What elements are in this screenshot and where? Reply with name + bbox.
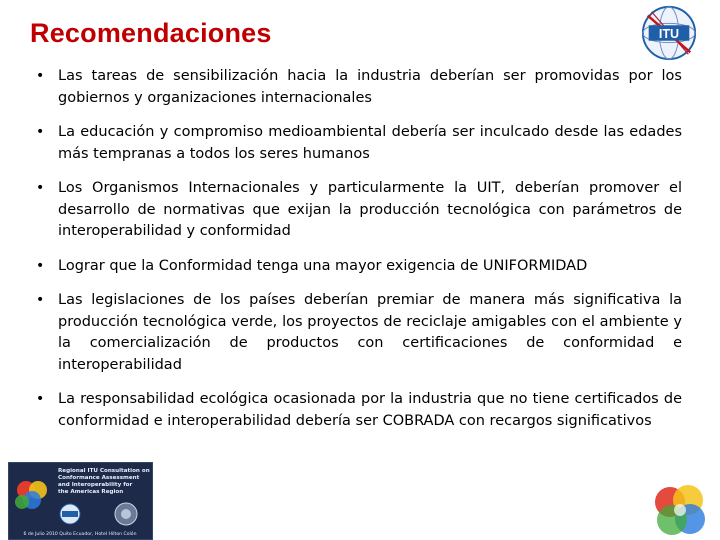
itu-logo-text: ITU xyxy=(658,26,680,41)
bullet-text: Lograr que la Conformidad tenga una mayor exigencia de UNIFORMIDAD xyxy=(58,257,588,274)
bullet-dot: • xyxy=(36,391,45,407)
event-badge xyxy=(8,462,153,540)
bullet-dot: • xyxy=(36,257,45,274)
badge-footer: 6 de Julio 2010 Quito Ecuador, Hotel Hilton Colón xyxy=(23,532,137,537)
bullet-text: La responsabilidad ecológica ocasionada por la industria que no tiene certificados de conformidad e interoperabilidad debería ser COBRADA con recargos significativos xyxy=(58,391,682,429)
bullet-list xyxy=(36,66,682,445)
badge-line: Conformance Assessment xyxy=(58,475,140,481)
bullet-item xyxy=(36,389,682,432)
badge-line: Regional ITU Consultation on xyxy=(58,468,150,474)
bullet-dot: • xyxy=(36,292,45,308)
slide-title: Recomendaciones xyxy=(30,18,272,48)
bullet-dot: • xyxy=(36,124,45,140)
badge-line: and Interoperability for xyxy=(58,482,133,488)
bullet-item xyxy=(36,178,682,243)
bullet-dot: • xyxy=(36,68,45,84)
itu-logo xyxy=(640,4,698,62)
bullet-item xyxy=(36,66,682,109)
bullet-dot: • xyxy=(36,180,45,196)
bullet-text: Los Organismos Internacionales y particularmente la UIT, deberían promover el desarrollo de normativas que exijan la producción tecnológica con parámetros de interoperabilidad y conformidad xyxy=(58,180,682,239)
bullet-text: Las tareas de sensibilización hacia la industria deberían ser promovidas por los gobiernos y organizaciones internacionales xyxy=(58,68,682,106)
bullet-text: La educación y compromiso medioambiental debería ser inculcado desde las edades más tempranas a todos los seres humanos xyxy=(58,124,682,162)
color-circles-logo xyxy=(650,482,710,540)
badge-line: the Americas Region xyxy=(58,489,124,495)
bullet-item xyxy=(36,122,682,165)
bullet-item xyxy=(36,256,682,278)
bullet-item xyxy=(36,290,682,376)
bullet-text: Las legislaciones de los países deberían premiar de manera más significativa la producción tecnológica verde, los proyectos de reciclaje amigables con el ambiente y la comercialización de productos con certificaciones de conformidad e interoperabilidad xyxy=(58,292,682,373)
